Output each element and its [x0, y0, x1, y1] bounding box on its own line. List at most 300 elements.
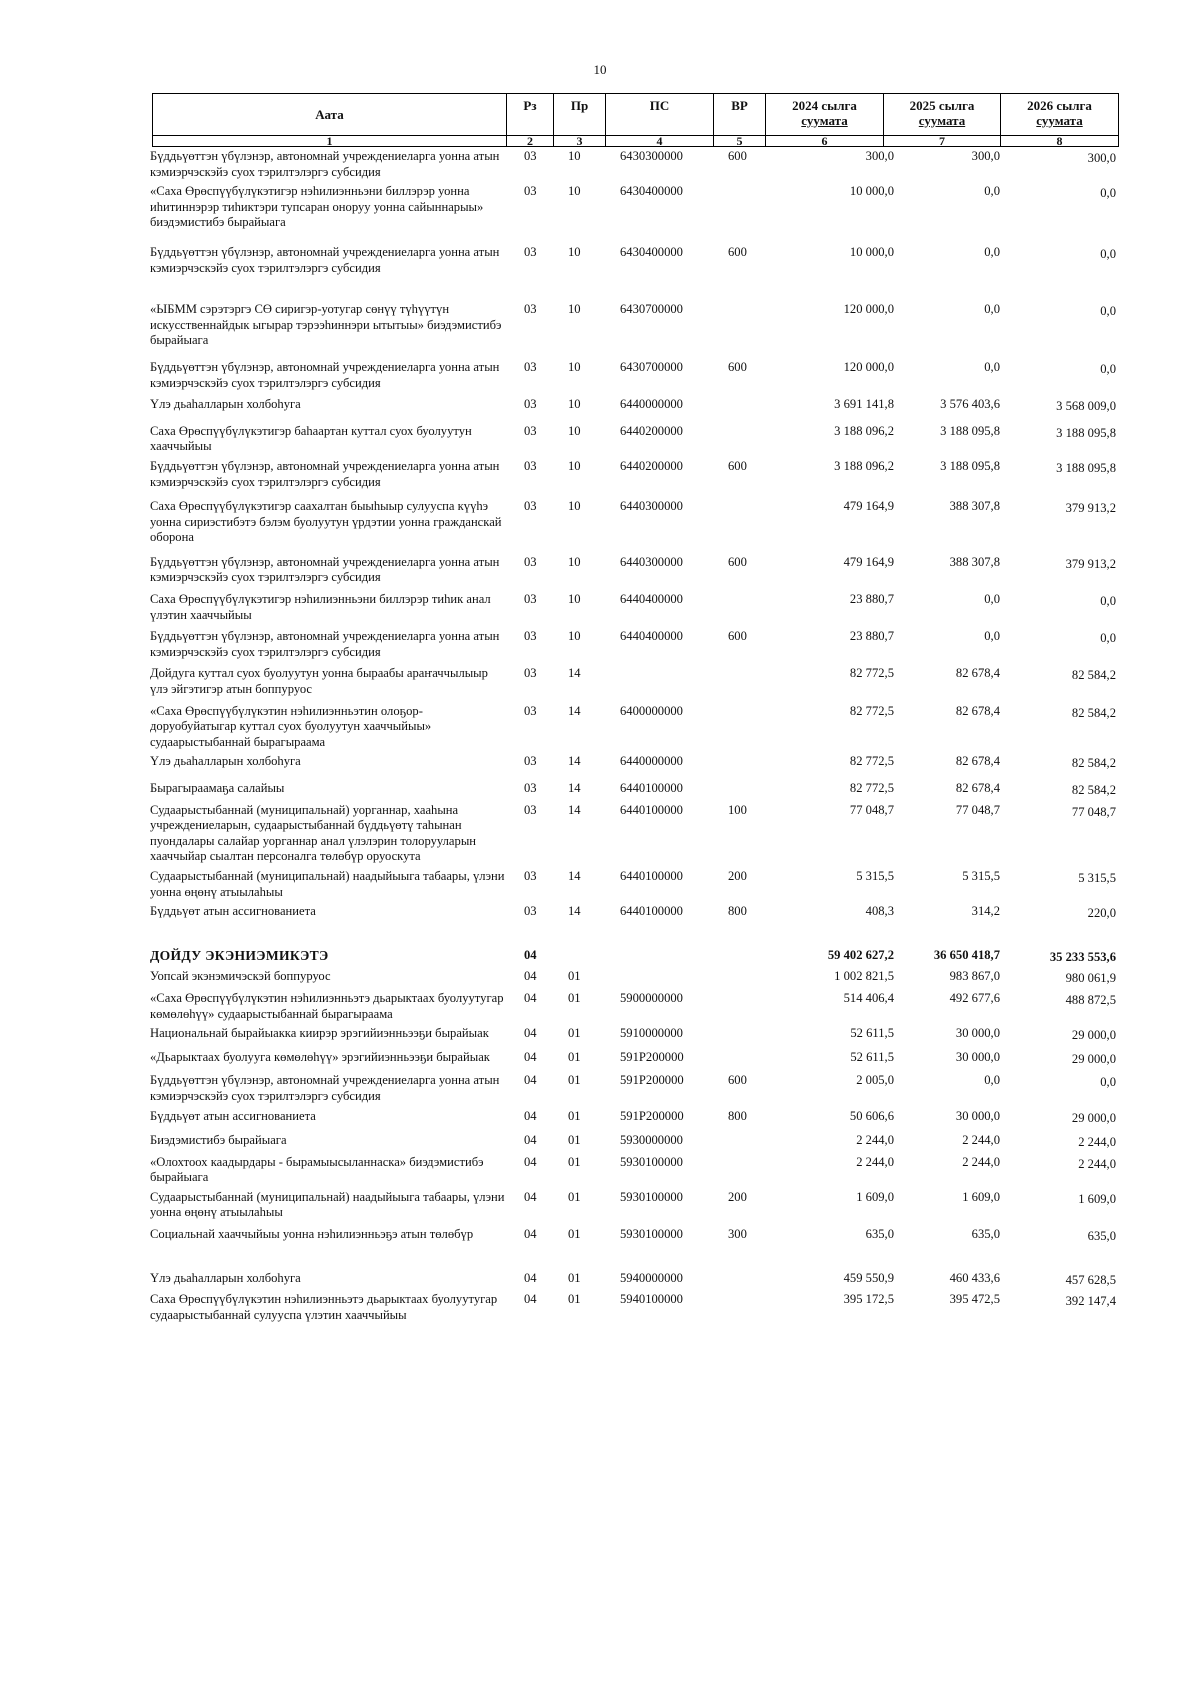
row-vr — [724, 704, 778, 755]
row-pr: 01 — [568, 1189, 581, 1204]
row-2024: 459 550,9 — [843, 1270, 894, 1285]
row-2025: 0,0 — [984, 244, 1000, 259]
header-name: Аата — [153, 94, 507, 136]
row-rz: 03 — [524, 499, 537, 514]
row-vr: 200 — [728, 1189, 747, 1204]
row-rz: 03 — [524, 868, 537, 883]
row-2024: 3 691 141,8 — [834, 397, 894, 412]
row-ps: 5930100000 — [620, 1154, 683, 1169]
row-pr: 10 — [568, 244, 581, 259]
row-name: Бүддьүөттэн үбүлэнэр, автономнай учреждениеларга уонна атын кэмиэрчэскэйэ суох тэрилтэлэргэ субсидия — [150, 244, 500, 275]
table-row — [150, 302, 1118, 360]
row-vr — [724, 184, 778, 245]
row-name: Үлэ дьаһалларын холбоһуга — [150, 754, 301, 769]
row-2024: 479 164,9 — [843, 499, 894, 514]
row-2026: 300,0 — [1087, 151, 1116, 165]
row-pr: 10 — [568, 499, 581, 514]
row-2026: 3 188 095,8 — [1056, 460, 1116, 475]
row-pr: 14 — [568, 868, 581, 883]
row-2026: 77 048,7 — [1071, 804, 1116, 819]
header-vr: ВР — [714, 94, 766, 136]
row-rz: 03 — [524, 781, 537, 795]
table-row — [150, 904, 1118, 948]
row-rz: 03 — [524, 184, 537, 199]
row-ps — [616, 666, 724, 703]
header-ps: ПС — [606, 94, 714, 136]
table-row — [150, 1133, 1118, 1155]
row-2024: 120 000,0 — [843, 359, 894, 374]
row-2024: 82 772,5 — [849, 754, 894, 769]
row-ps: 6440300000 — [620, 554, 683, 569]
row-pr: 01 — [568, 1133, 581, 1148]
row-2026: 82 584,2 — [1071, 668, 1116, 683]
row-pr: 01 — [568, 1292, 581, 1307]
row-2025: 77 048,7 — [955, 802, 1000, 817]
row-2025: 395 472,5 — [949, 1292, 1000, 1307]
row-vr: 600 — [728, 244, 747, 259]
row-2026: 980 061,9 — [1065, 971, 1116, 986]
row-vr — [724, 1271, 778, 1293]
row-ps: 6440000000 — [620, 397, 683, 412]
row-name: Бүддьүөттэн үбүлэнэр, автономнай учреждениеларга уонна атын кэмиэрчэскэйэ суох тэрилтэлэргэ субсидия — [150, 359, 500, 390]
table-row — [150, 397, 1118, 424]
row-2025: 388 307,8 — [949, 554, 1000, 569]
row-name: Бүддьүөттэн үбүлэнэр, автономнай учреждениеларга уонна атын кэмиэрчэскэйэ суох тэрилтэлэргэ субсидия — [150, 629, 500, 659]
budget-table — [150, 149, 1118, 1327]
row-2026: 488 872,5 — [1065, 992, 1116, 1007]
row-vr: 600 — [728, 458, 747, 473]
row-vr: 800 — [728, 1108, 747, 1123]
row-pr: 01 — [568, 1270, 581, 1285]
row-vr: 800 — [728, 904, 747, 919]
row-2026: 379 913,2 — [1065, 556, 1116, 571]
row-2025: 314,2 — [971, 904, 1000, 919]
row-2026: 457 628,5 — [1065, 1272, 1116, 1287]
row-pr: 10 — [568, 629, 581, 644]
row-rz: 03 — [524, 359, 537, 374]
row-pr: 10 — [568, 458, 581, 473]
row-pr — [564, 948, 616, 970]
row-rz: 04 — [524, 1227, 537, 1242]
row-ps: 6440400000 — [620, 592, 683, 607]
row-name: Бүддьүөттэн үбүлэнэр, автономнай учреждениеларга уонна атын кэмиэрчэскэйэ суох тэрилтэлэргэ субсидия — [150, 149, 500, 179]
row-ps: 5930000000 — [620, 1133, 683, 1148]
row-vr — [724, 1292, 778, 1327]
row-name: Судаарыстыбаннай (муниципальнай) уорганнар, хааһына учреждениеларын, судаарыстыбаннай бүддьүөтү таһынан пуондалары салайар уорганнар анал үлэлэрин толорууларын хааччыйар сыалтан персоналга төлөбүр оруоскута — [150, 802, 477, 864]
row-pr: 01 — [568, 1108, 581, 1123]
row-rz: 04 — [524, 1270, 537, 1285]
table-row — [150, 781, 1118, 803]
row-2024: 635,0 — [865, 1227, 894, 1242]
row-name: ДОЙДУ ЭКЭНИЭМИКЭТЭ — [150, 947, 329, 963]
row-2025: 0,0 — [984, 629, 1000, 644]
column-number: 8 — [1001, 136, 1119, 147]
row-vr — [724, 424, 778, 459]
row-ps: 5900000000 — [620, 990, 683, 1005]
row-pr: 14 — [568, 666, 581, 681]
row-ps — [616, 969, 724, 991]
row-2025: 492 677,6 — [949, 990, 1000, 1005]
row-ps: 6430400000 — [620, 244, 683, 259]
row-name: Саха Өрөспүүбүлүкэтин нэһилиэнньэтэ дьарыктаах буолуутугар судаарыстыбаннай сулууспа үлэтин хааччыйыы — [150, 1292, 498, 1322]
row-pr: 14 — [568, 781, 581, 795]
row-rz: 04 — [524, 1133, 537, 1148]
row-name: Үлэ дьаһалларын холбоһуга — [150, 397, 301, 412]
row-ps: 6440300000 — [620, 499, 683, 514]
row-2025: 2 244,0 — [962, 1133, 1000, 1148]
row-2024: 300,0 — [865, 149, 894, 163]
row-2026: 0,0 — [1100, 361, 1116, 376]
row-2024: 2 244,0 — [856, 1133, 894, 1148]
row-name: Үлэ дьаһалларын холбоһуга — [150, 1270, 301, 1285]
row-2025: 0,0 — [984, 184, 1000, 199]
row-vr: 200 — [728, 868, 747, 883]
row-2024: 2 005,0 — [856, 1073, 894, 1088]
row-2026: 29 000,0 — [1071, 1028, 1116, 1043]
row-name: Бүддьүөттэн үбүлэнэр, автономнай учреждениеларга уонна атын кэмиэрчэскэйэ суох тэрилтэлэргэ субсидия — [150, 1073, 500, 1103]
row-2024: 3 188 096,2 — [834, 423, 894, 438]
table-row — [150, 360, 1118, 397]
row-2025: 30 000,0 — [955, 1108, 1000, 1123]
row-name: «Дьарыктаах буолууга көмөлөһүү» эрэгийиэнньээҕи бырайыак — [150, 1049, 490, 1064]
column-number: 2 — [507, 136, 554, 147]
row-vr — [724, 1133, 778, 1155]
row-rz: 04 — [524, 1026, 537, 1041]
row-rz: 04 — [524, 990, 537, 1005]
column-number: 5 — [714, 136, 766, 147]
row-name: Бүддьүөт атын ассигнованиета — [150, 904, 316, 919]
row-vr — [724, 991, 778, 1026]
row-pr: 14 — [568, 802, 581, 817]
row-vr: 600 — [728, 359, 747, 374]
row-rz: 03 — [524, 904, 537, 919]
column-number: 6 — [766, 136, 884, 147]
row-rz: 04 — [524, 1073, 537, 1088]
header-2024: 2024 сылга суумата — [766, 94, 884, 136]
table-row — [150, 592, 1118, 629]
row-2026: 379 913,2 — [1065, 501, 1116, 516]
row-vr: 600 — [728, 554, 747, 569]
row-vr — [724, 302, 778, 360]
row-2024: 1 609,0 — [856, 1189, 894, 1204]
table-row — [150, 1073, 1118, 1108]
row-vr — [724, 948, 778, 970]
row-name: Уопсай экэнэмичэскэй боппуруос — [150, 969, 331, 984]
row-rz: 04 — [524, 1154, 537, 1169]
row-ps: 6430400000 — [620, 184, 683, 199]
row-vr — [724, 499, 778, 555]
row-vr: 300 — [728, 1227, 747, 1242]
row-rz: 03 — [524, 629, 537, 644]
row-ps: 6430300000 — [620, 149, 683, 163]
row-ps: 6430700000 — [620, 302, 683, 317]
row-2025: 82 678,4 — [955, 754, 1000, 769]
row-name: Судаарыстыбаннай (муниципальнай) наадыйыыга табаары, үлэни уонна өңөнү атыылаһыы — [150, 1189, 505, 1220]
row-ps: 5910000000 — [620, 1026, 683, 1041]
row-ps: 6440100000 — [620, 868, 683, 883]
row-2025: 0,0 — [984, 302, 1000, 317]
table-row — [150, 948, 1118, 970]
row-pr: 14 — [568, 754, 581, 769]
row-2026: 29 000,0 — [1071, 1110, 1116, 1125]
row-2026: 220,0 — [1087, 906, 1116, 921]
header-rz: Рз — [507, 94, 554, 136]
row-rz: 04 — [524, 1108, 537, 1123]
row-2025: 0,0 — [984, 359, 1000, 374]
row-vr — [724, 666, 778, 703]
column-number: 7 — [884, 136, 1001, 147]
row-2025: 0,0 — [984, 592, 1000, 607]
row-rz: 04 — [524, 1049, 537, 1064]
row-2026: 0,0 — [1100, 1075, 1116, 1090]
row-vr — [724, 781, 778, 803]
table-row — [150, 1271, 1118, 1293]
row-2024: 514 406,4 — [843, 990, 894, 1005]
row-2024: 50 606,6 — [849, 1108, 894, 1123]
row-vr — [724, 969, 778, 991]
row-vr — [724, 754, 778, 781]
row-ps: 6430700000 — [620, 359, 683, 374]
row-2024: 1 002 821,5 — [834, 969, 894, 984]
row-2026: 82 584,2 — [1071, 705, 1116, 720]
row-2026: 2 244,0 — [1078, 1156, 1116, 1171]
row-rz: 03 — [524, 802, 537, 817]
row-2024: 23 880,7 — [849, 629, 894, 644]
row-2026: 0,0 — [1100, 246, 1116, 261]
row-2026: 1 609,0 — [1078, 1191, 1116, 1206]
row-pr: 01 — [568, 1073, 581, 1088]
row-2025: 0,0 — [984, 1073, 1000, 1088]
table-row — [150, 555, 1118, 592]
row-ps: 6400000000 — [620, 703, 683, 718]
row-2025: 388 307,8 — [949, 499, 1000, 514]
header-pr: Пр — [554, 94, 606, 136]
row-pr: 10 — [568, 302, 581, 317]
column-numbers-row — [153, 136, 1119, 147]
row-2024: 3 188 096,2 — [834, 458, 894, 473]
row-name: Саха Өрөспүүбүлүкэтигэр баһаартан куттал суох буолуутун хааччыйыы — [150, 423, 472, 454]
row-ps: 6440000000 — [620, 754, 683, 769]
row-2026: 82 584,2 — [1071, 756, 1116, 771]
row-2026: 0,0 — [1100, 304, 1116, 319]
row-2026: 0,0 — [1100, 631, 1116, 646]
row-2025: 82 678,4 — [955, 781, 1000, 795]
row-vr — [724, 592, 778, 629]
row-ps: 6440200000 — [620, 458, 683, 473]
row-ps: 591P200000 — [620, 1049, 684, 1064]
row-2026: 0,0 — [1100, 594, 1116, 609]
row-ps: 6440100000 — [620, 904, 683, 919]
row-2025: 30 000,0 — [955, 1026, 1000, 1041]
row-pr: 01 — [568, 969, 581, 984]
row-name: Судаарыстыбаннай (муниципальнай) наадыйыыга табаары, үлэни уонна өңөнү атыылаһыы — [150, 868, 505, 899]
table-row — [150, 1227, 1118, 1271]
row-name: Саха Өрөспүүбүлүкэтигэр нэһилиэнньэни биллэрэр тиһик анал үлэтин хааччыйыы — [150, 592, 491, 622]
table-row — [150, 499, 1118, 555]
row-2025: 2 244,0 — [962, 1154, 1000, 1169]
table-row — [150, 1026, 1118, 1050]
row-2024: 52 611,5 — [850, 1026, 894, 1041]
row-2024: 408,3 — [865, 904, 894, 919]
table-row — [150, 1155, 1118, 1190]
row-2024: 5 315,5 — [856, 868, 894, 883]
row-2026: 0,0 — [1100, 186, 1116, 201]
row-2025: 30 000,0 — [955, 1049, 1000, 1064]
table-row — [150, 1190, 1118, 1227]
table-row — [150, 1109, 1118, 1134]
row-name: Социальнай хааччыйыы уонна нэһилиэнньэҕэ атын төлөбүр — [150, 1227, 474, 1242]
table-row — [150, 991, 1118, 1026]
row-pr: 10 — [568, 184, 581, 199]
row-ps: 6440200000 — [620, 423, 683, 438]
row-name: Национальнай бырайыакка киирэр эрэгийиэнньээҕи бырайыак — [150, 1026, 489, 1041]
table-row — [150, 969, 1118, 991]
row-rz: 03 — [524, 703, 537, 718]
row-name: Саха Өрөспүүбүлүкэтигэр саахалтан быыһыыр сулууспа күүһэ уонна сириэстибэтэ бэлэм буолуутун үрдэтии уонна гражданскай оборона — [150, 499, 502, 545]
row-pr: 10 — [568, 359, 581, 374]
table-row — [150, 184, 1118, 245]
row-vr — [724, 1026, 778, 1050]
row-2024: 82 772,5 — [849, 666, 894, 681]
row-ps: 5940100000 — [620, 1292, 683, 1307]
header-2025: 2025 сылга суумата — [884, 94, 1001, 136]
row-2024: 120 000,0 — [843, 302, 894, 317]
column-number: 4 — [606, 136, 714, 147]
row-vr — [724, 397, 778, 424]
row-name: «Саха Өрөспүүбүлүкэтигэр нэһилиэнньэни биллэрэр уонна иһитиннэрэр тиһиктэри тупсаран оноруу уонна сайыннарыы» биэдэмистибэ бырайыага — [150, 184, 484, 230]
row-2024: 23 880,7 — [849, 592, 894, 607]
row-name: Биэдэмистибэ бырайыага — [150, 1133, 287, 1148]
table-row — [150, 629, 1118, 666]
row-ps: 5930100000 — [620, 1189, 683, 1204]
table-row — [150, 1050, 1118, 1074]
row-2026: 82 584,2 — [1071, 783, 1116, 797]
row-2024: 82 772,5 — [849, 703, 894, 718]
row-rz: 03 — [524, 754, 537, 769]
row-pr: 10 — [568, 149, 581, 163]
row-2026: 35 233 553,6 — [1049, 949, 1116, 964]
row-2024: 59 402 627,2 — [827, 947, 894, 962]
row-ps: 6440100000 — [620, 802, 683, 817]
row-vr: 600 — [728, 1073, 747, 1088]
row-2025: 82 678,4 — [955, 703, 1000, 718]
row-2026: 29 000,0 — [1071, 1051, 1116, 1066]
row-pr: 01 — [568, 990, 581, 1005]
row-2025: 82 678,4 — [955, 666, 1000, 681]
row-ps: 6440400000 — [620, 629, 683, 644]
row-rz: 04 — [524, 947, 537, 962]
row-name: «Саха Өрөспүүбүлүкэтин нэһилиэнньэтэ дьарыктаах буолуутугар көмөлөһүү» судаарыстыбаннай бырагыраама — [150, 990, 504, 1021]
row-2024: 82 772,5 — [849, 781, 894, 795]
row-2026: 3 568 009,0 — [1056, 399, 1116, 414]
row-2024: 479 164,9 — [843, 554, 894, 569]
row-2024: 52 611,5 — [850, 1049, 894, 1064]
row-2024: 77 048,7 — [849, 802, 894, 817]
row-2025: 3 576 403,6 — [940, 397, 1000, 412]
row-pr: 01 — [568, 1049, 581, 1064]
row-rz: 03 — [524, 149, 537, 163]
row-rz: 03 — [524, 554, 537, 569]
table-row — [150, 245, 1118, 302]
page-number: 10 — [593, 62, 607, 77]
table-row — [150, 1292, 1118, 1327]
row-pr: 01 — [568, 1154, 581, 1169]
row-2025: 5 315,5 — [962, 868, 1000, 883]
row-ps: 591P200000 — [620, 1073, 684, 1088]
row-rz: 03 — [524, 458, 537, 473]
row-2025: 635,0 — [971, 1227, 1000, 1242]
row-vr — [724, 1155, 778, 1190]
row-pr: 14 — [568, 904, 581, 919]
column-number: 1 — [153, 136, 507, 147]
row-pr: 10 — [568, 397, 581, 412]
row-2025: 3 188 095,8 — [940, 423, 1000, 438]
row-pr: 01 — [568, 1026, 581, 1041]
table-row — [150, 803, 1118, 869]
row-rz: 03 — [524, 397, 537, 412]
table-row — [150, 424, 1118, 459]
row-pr: 01 — [568, 1227, 581, 1242]
row-2026: 2 244,0 — [1078, 1135, 1116, 1150]
row-pr: 10 — [568, 423, 581, 438]
row-name: Бүддьүөт атын ассигнованиета — [150, 1108, 316, 1123]
row-ps: 5940000000 — [620, 1270, 683, 1285]
row-2024: 10 000,0 — [849, 244, 894, 259]
row-rz: 04 — [524, 1189, 537, 1204]
row-2024: 2 244,0 — [856, 1154, 894, 1169]
row-name: «Олохтоох каадырдары - бырамыысыланнаска» биэдэмистибэ бырайыага — [150, 1154, 484, 1185]
row-vr: 600 — [728, 149, 747, 163]
row-name: Бүддьүөттэн үбүлэнэр, автономнай учреждениеларга уонна атын кэмиэрчэскэйэ суох тэрилтэлэргэ субсидия — [150, 458, 500, 489]
row-ps: 6440100000 — [620, 781, 683, 795]
table-row — [150, 666, 1118, 703]
row-2025: 3 188 095,8 — [940, 458, 1000, 473]
row-2024: 395 172,5 — [843, 1292, 894, 1307]
row-rz: 03 — [524, 244, 537, 259]
row-2024: 10 000,0 — [849, 184, 894, 199]
row-2026: 5 315,5 — [1078, 870, 1116, 885]
row-pr: 10 — [568, 554, 581, 569]
row-rz: 03 — [524, 592, 537, 607]
row-2025: 983 867,0 — [949, 969, 1000, 984]
row-2026: 3 188 095,8 — [1056, 425, 1116, 440]
row-ps: 591P200000 — [620, 1108, 684, 1123]
row-2025: 300,0 — [971, 149, 1000, 163]
table-header — [152, 93, 1119, 147]
row-rz: 03 — [524, 302, 537, 317]
row-name: Бүддьүөттэн үбүлэнэр, автономнай учреждениеларга уонна атын кэмиэрчэскэйэ суох тэрилтэлэргэ субсидия — [150, 554, 500, 585]
row-rz: 03 — [524, 423, 537, 438]
row-rz: 04 — [524, 969, 537, 984]
row-ps — [616, 948, 724, 970]
table-row — [150, 459, 1118, 499]
table-row — [150, 754, 1118, 781]
row-2026: 635,0 — [1087, 1229, 1116, 1244]
row-name: Бырагыраамаҕа салайыы — [150, 781, 285, 795]
row-vr: 600 — [728, 629, 747, 644]
row-pr: 14 — [568, 703, 581, 718]
table-row — [150, 869, 1118, 904]
row-rz: 03 — [524, 666, 537, 681]
table-row — [150, 704, 1118, 755]
row-vr: 100 — [728, 802, 747, 817]
row-vr — [724, 1050, 778, 1074]
row-rz: 04 — [524, 1292, 537, 1307]
table-row — [150, 149, 1118, 184]
row-pr: 10 — [568, 592, 581, 607]
row-name: «ЫБММ сэрэтэргэ СӨ сиригэр-уотугар сөнүү түһүүтүн искусственнайдык ыгырар тэрээһиннэри ытытыы» биэдэмистибэ бырайыага — [150, 302, 502, 348]
row-2025: 1 609,0 — [962, 1189, 1000, 1204]
